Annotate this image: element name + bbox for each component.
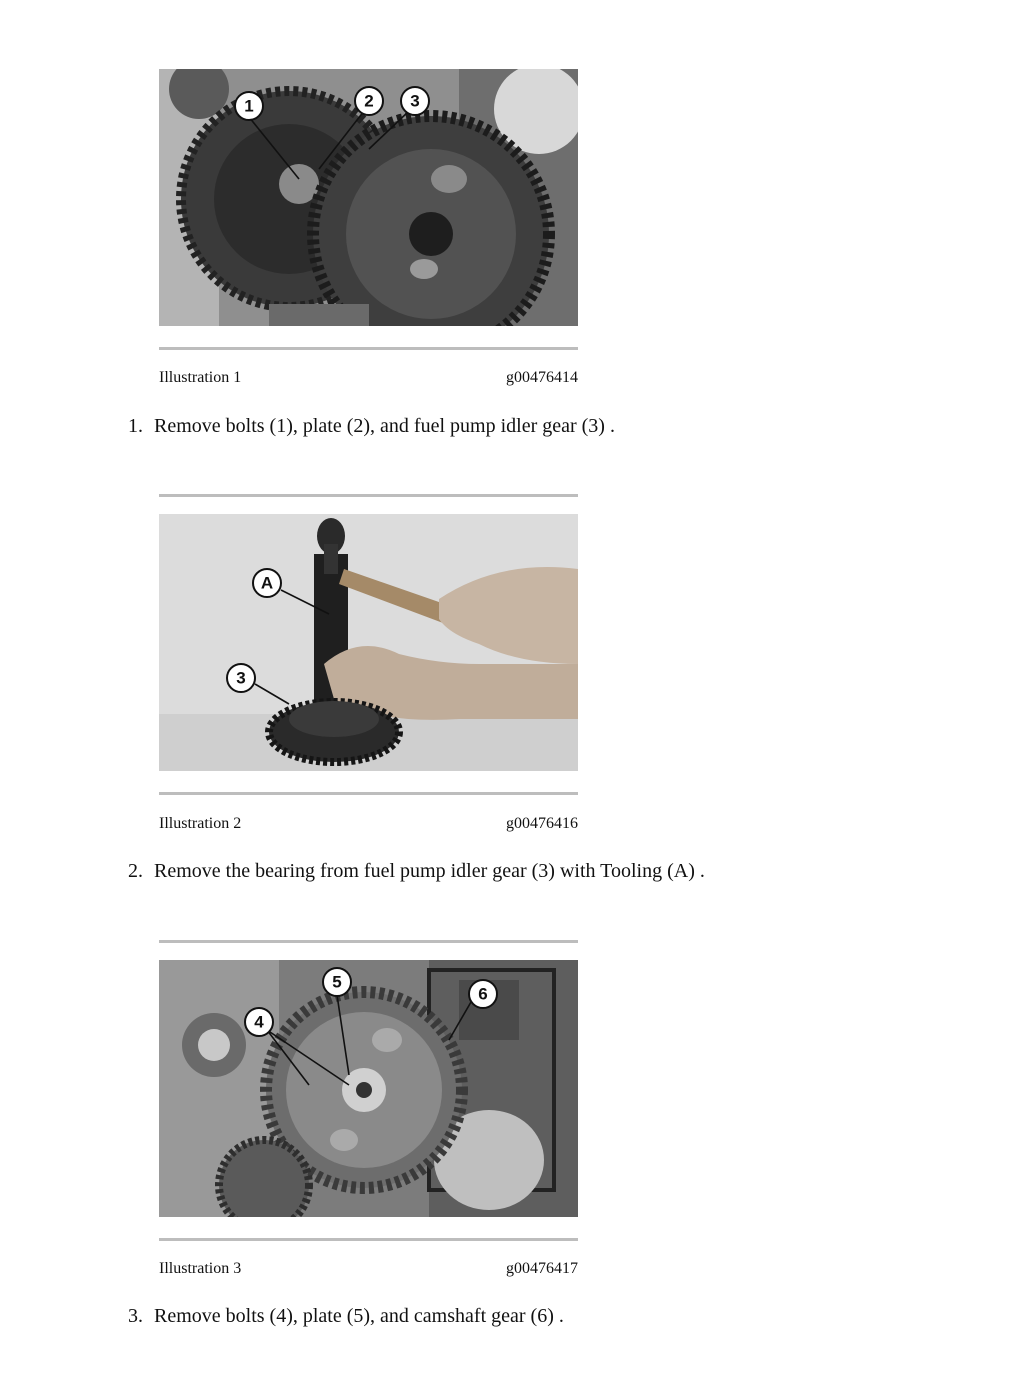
illustration-3-label: Illustration 3 [159,1260,242,1277]
step-2 [128,859,705,883]
illustration-1-code: g00476414 [506,369,578,386]
step-2-number: 2. [128,860,143,882]
step-3-number: 3. [128,1305,143,1327]
illustration-3-photo [159,960,578,1217]
illustration-3-rule [159,1238,578,1241]
illustration-2-caption [159,815,578,833]
callout-3-fig2 [227,664,255,692]
illustration-2-code: g00476416 [506,815,578,832]
illustration-1-caption [159,369,578,387]
callout-2 [355,87,383,115]
svg-text:4: 4 [254,1012,264,1032]
illustration-2-label: Illustration 2 [159,815,242,832]
illustration-3-top-rule [159,940,578,943]
svg-text:2: 2 [364,91,374,111]
svg-text:6: 6 [478,984,488,1004]
svg-text:3: 3 [410,91,420,111]
illustration-2-top-rule [159,494,578,497]
callout-5 [323,968,351,996]
svg-text:5: 5 [332,972,342,992]
step-1 [128,414,615,438]
callout-a [253,569,281,597]
illustration-2-photo [159,514,578,771]
step-2-text: Remove the bearing from fuel pump idler gear (3) with Tooling (A) . [154,860,705,882]
step-1-text: Remove bolts (1), plate (2), and fuel pump idler gear (3) . [154,415,615,437]
svg-text:A: A [260,573,274,593]
svg-text:1: 1 [244,96,254,116]
svg-text:3: 3 [236,668,246,688]
illustration-3-code: g00476417 [506,1260,578,1277]
callout-3 [401,87,429,115]
callout-1 [235,92,263,120]
callout-4 [245,1008,273,1036]
illustration-1-rule [159,347,578,350]
illustration-1-photo [159,69,578,326]
step-3-text: Remove bolts (4), plate (5), and camshaft gear (6) . [154,1305,564,1327]
step-1-number: 1. [128,415,143,437]
step-3 [128,1304,564,1328]
illustration-3-caption [159,1260,578,1278]
callout-6 [469,980,497,1008]
illustration-1-label: Illustration 1 [159,369,242,386]
illustration-2-rule [159,792,578,795]
